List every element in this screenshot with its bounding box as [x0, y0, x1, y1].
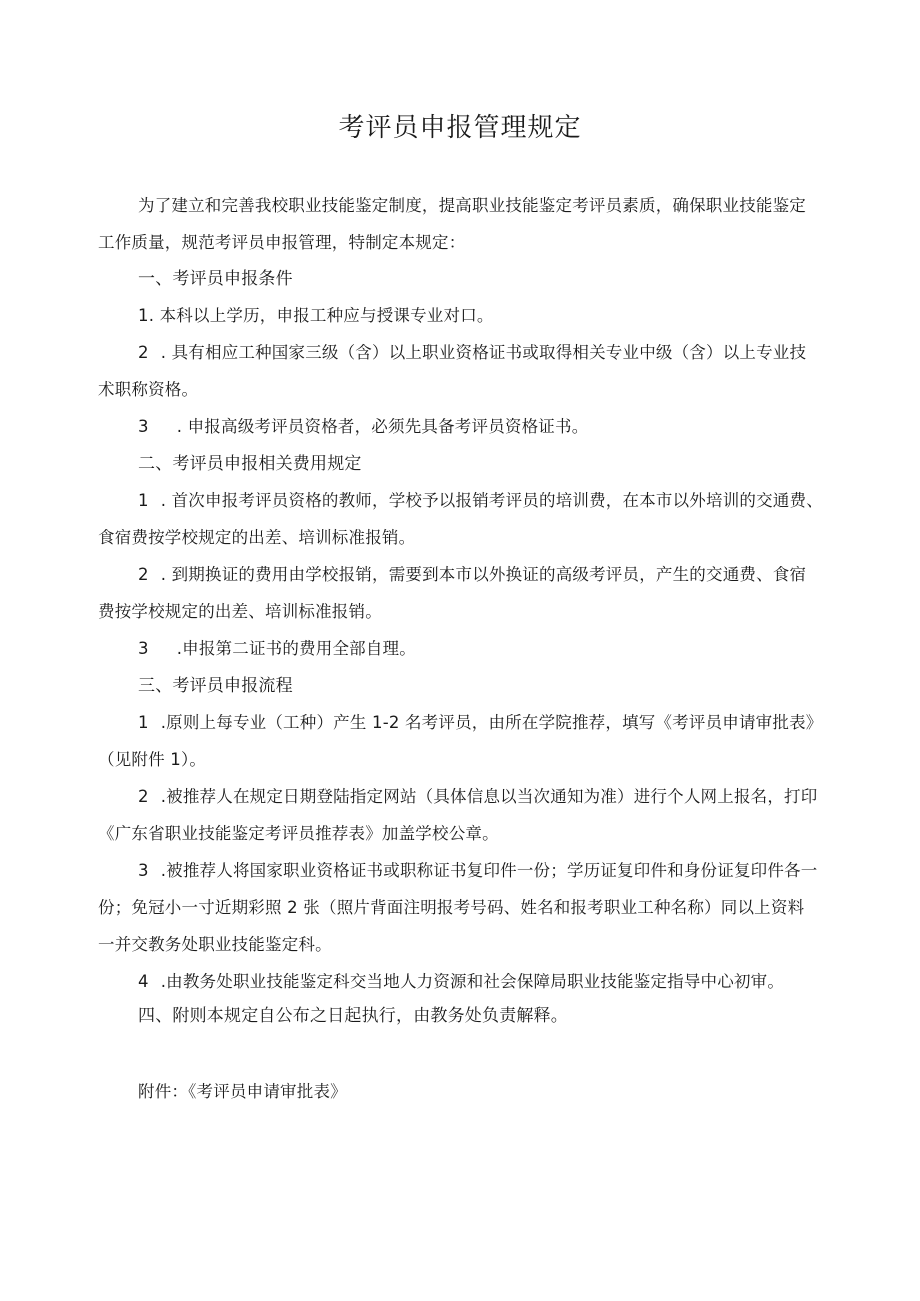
- section-1-item-1: 1. 本科以上学历，申报工种应与授课专业对口。: [138, 306, 494, 325]
- section-3-item-2-line-2: 《广东省职业技能鉴定考评员推荐表》加盖学校公章。: [98, 824, 499, 843]
- section-1-item-2-line-1: [138, 342, 806, 364]
- section-1-item-3: [138, 416, 588, 438]
- section-3-item-4: [138, 971, 784, 993]
- section-3-item-1-line-1: [138, 712, 823, 734]
- item-number: 2: [138, 565, 149, 584]
- item-text: . 具有相应工种国家三级（含）以上职业资格证书或取得相关专业中级（含）以上专业技: [160, 343, 807, 362]
- section-3-item-3-line-3: 一并交教务处职业技能鉴定科。: [98, 935, 332, 954]
- item-number: 3: [138, 861, 149, 880]
- section-2-item-1-line-2: 食宿费按学校规定的出差、培训标准报销。: [98, 528, 416, 547]
- item-number: 2: [138, 343, 149, 362]
- item-number: 1: [138, 491, 149, 510]
- attachment-note: 附件：《考评员申请审批表》: [138, 1082, 347, 1101]
- intro-line-1: 为了建立和完善我校职业技能鉴定制度，提高职业技能鉴定考评员素质，确保职业技能鉴定: [138, 196, 806, 215]
- item-text: .申报第二证书的费用全部自理。: [176, 639, 416, 658]
- document-title: 考评员申报管理规定: [338, 113, 582, 143]
- section-4-heading: 四、附则本规定自公布之日起执行，由教务处负责解释。: [138, 1006, 568, 1026]
- section-2-item-2-line-2: 费按学校规定的出差、培训标准报销。: [98, 602, 382, 621]
- section-3-item-3-line-1: [138, 860, 817, 882]
- section-2-heading: 二、考评员申报相关费用规定: [138, 454, 362, 474]
- item-text: .被推荐人将国家职业资格证书或职称证书复印件一份；学历证复印件和身份证复印件各一: [160, 861, 818, 880]
- item-text: . 首次申报考评员资格的教师，学校予以报销考评员的培训费，在本市以外培训的交通费、: [160, 491, 823, 510]
- item-number: 3: [138, 639, 149, 658]
- section-2-item-3: [138, 638, 416, 660]
- section-1-item-2-line-2: 术职称资格。: [98, 380, 199, 399]
- section-2-item-2-line-1: [138, 564, 806, 586]
- section-3-item-3-line-2: 份；免冠小一寸近期彩照 2 张（照片背面注明报考号码、姓名和报考职业工种名称）同以上资料: [98, 898, 805, 917]
- item-number: 4: [138, 972, 149, 991]
- intro-line-2: 工作质量，规范考评员申报管理，特制定本规定：: [98, 233, 466, 252]
- section-3-item-1-line-2: （见附件 1）。: [98, 750, 207, 769]
- item-number: 2: [138, 787, 149, 806]
- section-3-item-2-line-1: [138, 786, 817, 808]
- item-text: .由教务处职业技能鉴定科交当地人力资源和社会保障局职业技能鉴定指导中心初审。: [160, 972, 785, 991]
- section-3-heading: 三、考评员申报流程: [138, 676, 293, 696]
- item-text: .被推荐人在规定日期登陆指定网站（具体信息以当次通知为准）进行个人网上报名，打印: [160, 787, 818, 806]
- item-number: 1: [138, 713, 149, 732]
- item-text: .原则上每专业（工种）产生 1-2 名考评员，由所在学院推荐，填写《考评员申请审批表》: [160, 713, 823, 732]
- section-1-heading: 一、考评员申报条件: [138, 269, 293, 289]
- section-2-item-1-line-1: [138, 490, 823, 512]
- item-number: 3: [138, 417, 149, 436]
- item-text: . 到期换证的费用由学校报销，需要到本市以外换证的高级考评员，产生的交通费、食宿: [160, 565, 807, 584]
- item-text: . 申报高级考评员资格者，必须先具备考评员资格证书。: [176, 417, 589, 436]
